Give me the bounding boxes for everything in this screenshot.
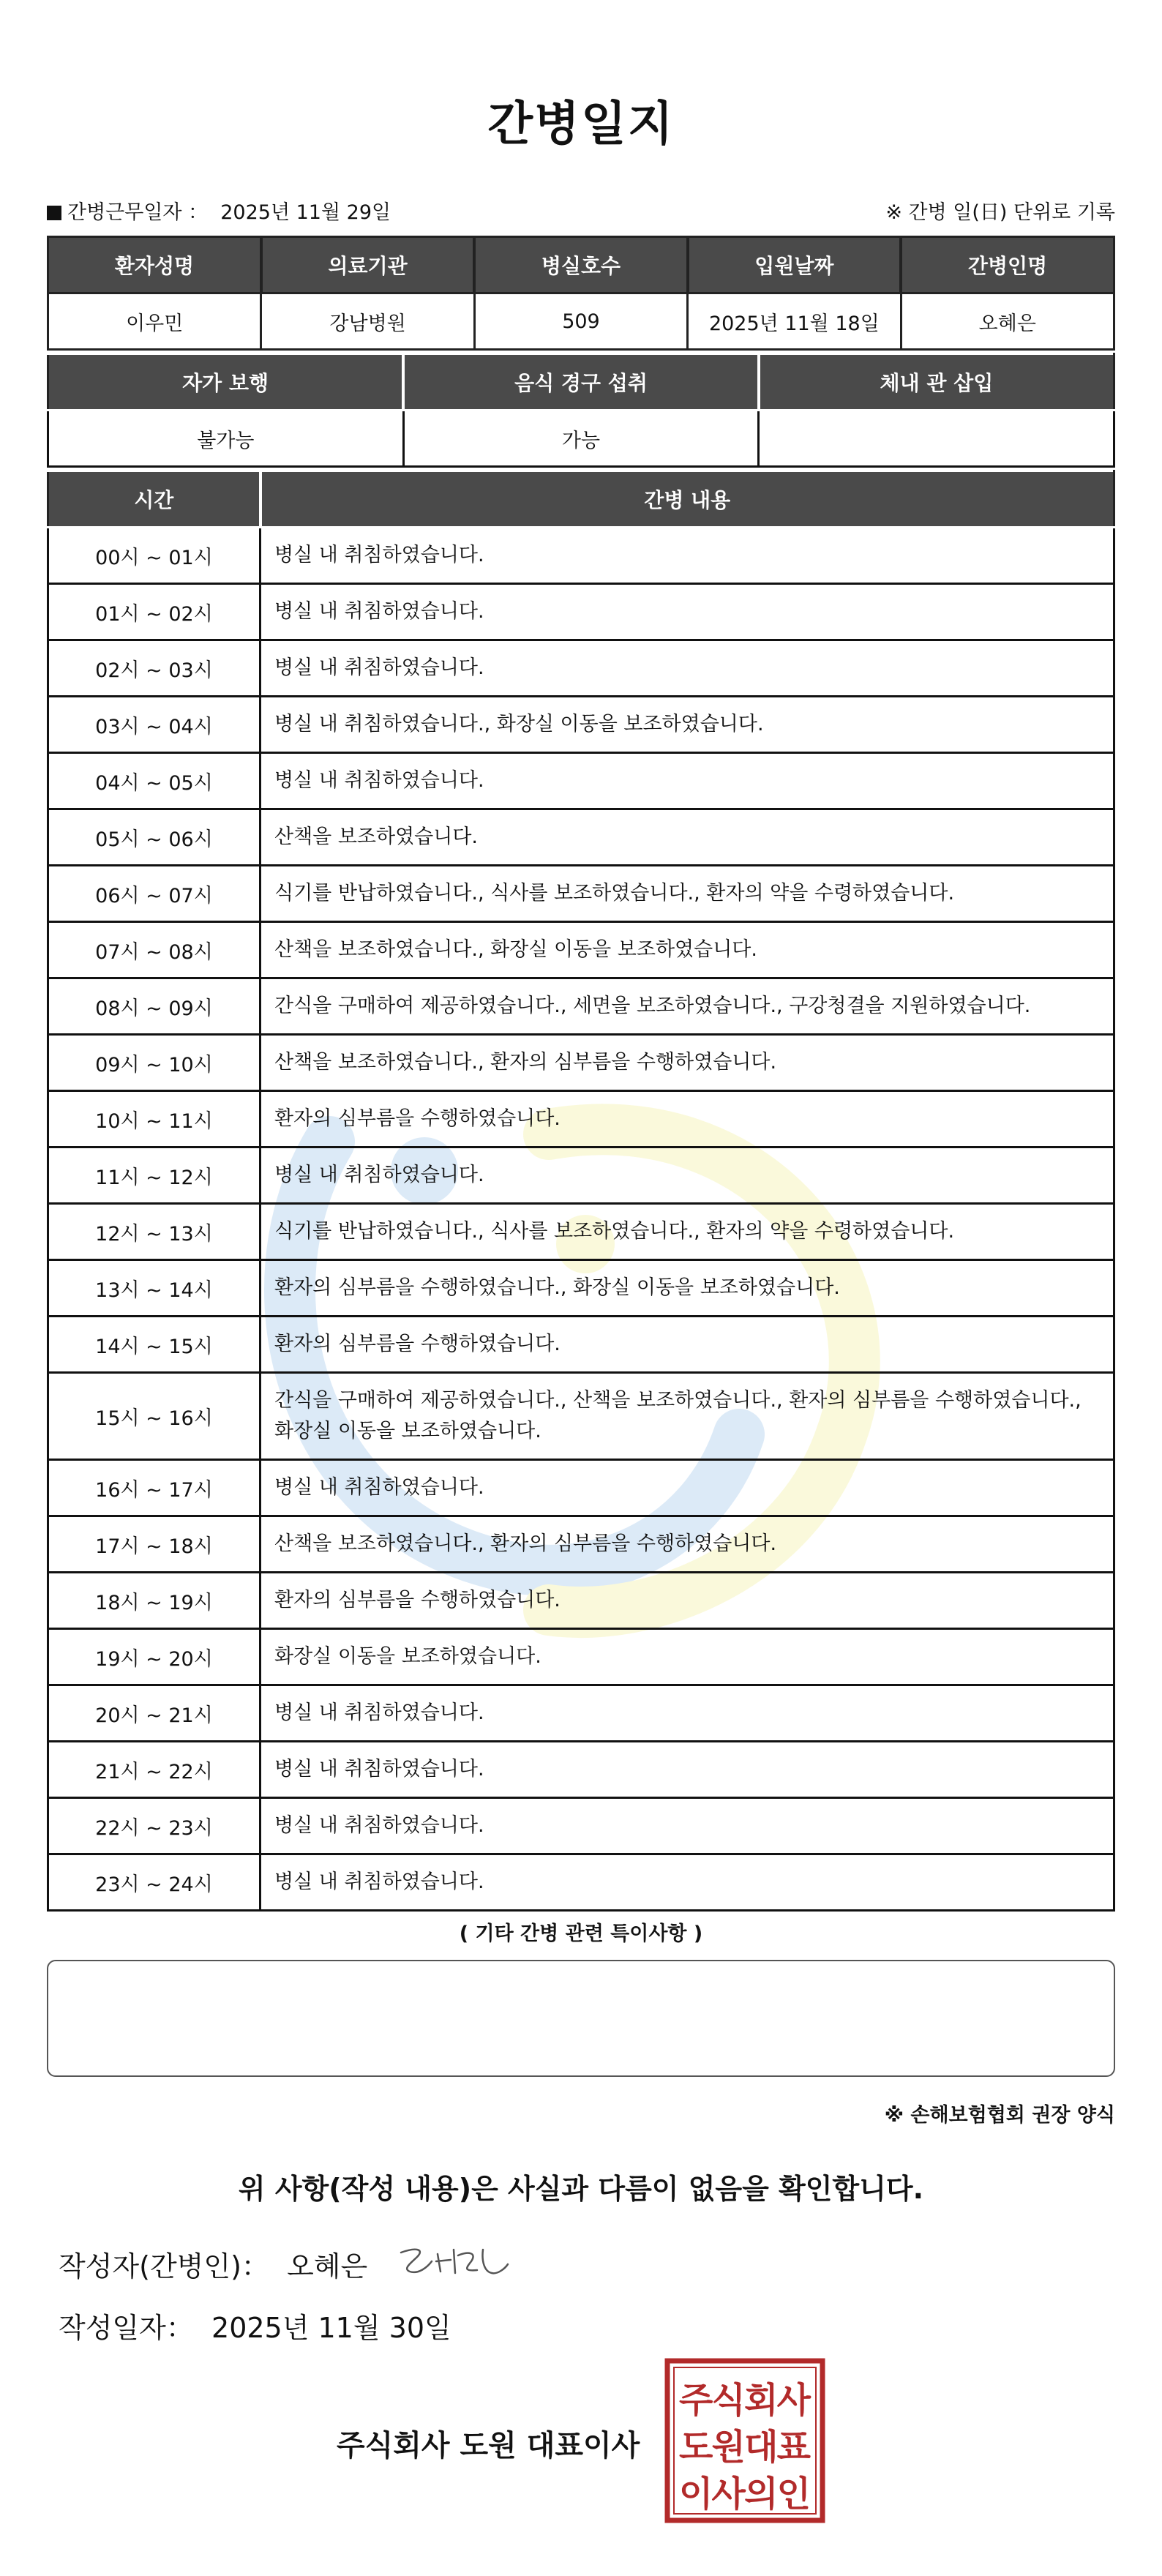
tube-insertion-value bbox=[759, 411, 1114, 467]
admission-date: 2025년 11월 18일 bbox=[688, 293, 901, 350]
table-row bbox=[48, 584, 1114, 640]
company-representative: 주식회사 도원 대표이사 bbox=[337, 2429, 640, 2463]
patient-info-table bbox=[47, 236, 1115, 351]
log-content: 병실 내 취침하였습니다. bbox=[260, 528, 1114, 584]
log-time: 22시 ~ 23시 bbox=[48, 1798, 260, 1854]
log-content: 산책을 보조하였습니다., 환자의 심부름을 수행하였습니다. bbox=[260, 1516, 1114, 1573]
document-title: 간병일지 bbox=[487, 97, 675, 151]
log-time: 05시 ~ 06시 bbox=[48, 809, 260, 866]
log-content: 병실 내 취침하였습니다. bbox=[260, 1685, 1114, 1742]
log-time: 03시 ~ 04시 bbox=[48, 697, 260, 753]
notes-box bbox=[47, 1960, 1115, 2077]
log-time: 21시 ~ 22시 bbox=[48, 1742, 260, 1798]
log-time: 07시 ~ 08시 bbox=[48, 922, 260, 978]
log-content: 병실 내 취침하였습니다. bbox=[260, 1460, 1114, 1516]
confirmation-statement: 위 사항(작성 내용)은 사실과 다름이 없음을 확인합니다. bbox=[238, 2173, 924, 2205]
table-row bbox=[48, 1460, 1114, 1516]
log-content: 병실 내 취침하였습니다. bbox=[260, 584, 1114, 640]
table-row bbox=[48, 1516, 1114, 1573]
table-row bbox=[48, 1854, 1114, 1911]
table-row bbox=[48, 1260, 1114, 1317]
work-date-label: 간병근무일자 ： bbox=[67, 201, 209, 224]
log-content: 병실 내 취침하였습니다. bbox=[260, 1798, 1114, 1854]
header-admission-date: 입원날짜 bbox=[688, 237, 901, 293]
header-caregiver: 간병인명 bbox=[901, 237, 1114, 293]
log-time: 20시 ~ 21시 bbox=[48, 1685, 260, 1742]
oral-intake-value: 가능 bbox=[403, 411, 759, 467]
log-time: 13시 ~ 14시 bbox=[48, 1260, 260, 1317]
log-content: 병실 내 취침하였습니다. bbox=[260, 1854, 1114, 1911]
log-content: 환자의 심부름을 수행하였습니다. bbox=[260, 1091, 1114, 1147]
table-row bbox=[48, 1147, 1114, 1204]
writer-label: 작성자(간병인)： bbox=[59, 2250, 269, 2283]
table-row bbox=[48, 866, 1114, 922]
log-content: 병실 내 취침하였습니다. bbox=[260, 753, 1114, 809]
header-hospital: 의료기관 bbox=[261, 237, 474, 293]
table-row bbox=[48, 528, 1114, 584]
log-time: 10시 ~ 11시 bbox=[48, 1091, 260, 1147]
work-date bbox=[47, 196, 391, 225]
header-self-walking: 자가 보행 bbox=[48, 354, 404, 411]
table-row bbox=[48, 1685, 1114, 1742]
log-content: 산책을 보조하였습니다., 환자의 심부름을 수행하였습니다. bbox=[260, 1035, 1114, 1091]
log-time: 11시 ~ 12시 bbox=[48, 1147, 260, 1204]
log-content: 환자의 심부름을 수행하였습니다. bbox=[260, 1573, 1114, 1629]
table-row bbox=[48, 1798, 1114, 1854]
table-row bbox=[48, 922, 1114, 978]
table-row bbox=[48, 978, 1114, 1035]
log-content: 병실 내 취침하였습니다. bbox=[260, 640, 1114, 697]
date-label: 작성일자： bbox=[59, 2312, 194, 2344]
svg-text:주식회사: 주식회사 bbox=[679, 2380, 811, 2421]
patient-status-table bbox=[47, 353, 1115, 468]
log-time: 04시 ~ 05시 bbox=[48, 753, 260, 809]
table-row bbox=[48, 1373, 1114, 1460]
log-time: 17시 ~ 18시 bbox=[48, 1516, 260, 1573]
work-date-value: 2025년 11월 29일 bbox=[220, 201, 391, 224]
log-time: 06시 ~ 07시 bbox=[48, 866, 260, 922]
log-content: 환자의 심부름을 수행하였습니다. bbox=[260, 1317, 1114, 1373]
date-value: 2025년 11월 30일 bbox=[211, 2312, 451, 2344]
log-content: 식기를 반납하였습니다., 식사를 보조하였습니다., 환자의 약을 수령하였습니다. bbox=[260, 866, 1114, 922]
header-patient-name: 환자성명 bbox=[48, 237, 261, 293]
caregiver-name: 오혜은 bbox=[901, 293, 1114, 350]
log-content: 병실 내 취침하였습니다., 화장실 이동을 보조하였습니다. bbox=[260, 697, 1114, 753]
table-row bbox=[48, 1573, 1114, 1629]
log-time: 15시 ~ 16시 bbox=[48, 1373, 260, 1460]
log-content: 병실 내 취침하였습니다. bbox=[260, 1147, 1114, 1204]
log-time: 14시 ~ 15시 bbox=[48, 1317, 260, 1373]
log-content: 산책을 보조하였습니다., 화장실 이동을 보조하였습니다. bbox=[260, 922, 1114, 978]
table-row bbox=[48, 1629, 1114, 1685]
record-unit-note: ※ 간병 일(日) 단위로 기록 bbox=[885, 201, 1115, 224]
table-row bbox=[48, 1204, 1114, 1260]
hospital: 강남병원 bbox=[261, 293, 474, 350]
log-time: 12시 ~ 13시 bbox=[48, 1204, 260, 1260]
care-log-body bbox=[48, 528, 1114, 1911]
self-walking-value: 불가능 bbox=[48, 411, 404, 467]
header-care-content: 간병 내용 bbox=[260, 471, 1114, 528]
table-row bbox=[48, 697, 1114, 753]
table-row bbox=[48, 1317, 1114, 1373]
notes-heading: ( 기타 간병 관련 특이사항 ) bbox=[459, 1922, 703, 1945]
patient-name: 이우민 bbox=[48, 293, 261, 350]
log-time: 19시 ~ 20시 bbox=[48, 1629, 260, 1685]
log-content: 간식을 구매하여 제공하였습니다., 세면을 보조하였습니다., 구강청결을 지원하였습니다. bbox=[260, 978, 1114, 1035]
table-row bbox=[48, 809, 1114, 866]
company-seal bbox=[664, 2358, 825, 2523]
log-content: 화장실 이동을 보조하였습니다. bbox=[260, 1629, 1114, 1685]
log-content: 산책을 보조하였습니다. bbox=[260, 809, 1114, 866]
handwritten-signature bbox=[395, 2239, 512, 2283]
room-number: 509 bbox=[474, 293, 687, 350]
table-row bbox=[48, 1742, 1114, 1798]
log-time: 00시 ~ 01시 bbox=[48, 528, 260, 584]
log-time: 08시 ~ 09시 bbox=[48, 978, 260, 1035]
log-content: 병실 내 취침하였습니다. bbox=[260, 1742, 1114, 1798]
log-content: 환자의 심부름을 수행하였습니다., 화장실 이동을 보조하였습니다. bbox=[260, 1260, 1114, 1317]
log-time: 16시 ~ 17시 bbox=[48, 1460, 260, 1516]
table-row bbox=[48, 1091, 1114, 1147]
log-time: 02시 ~ 03시 bbox=[48, 640, 260, 697]
header-oral-intake: 음식 경구 섭취 bbox=[403, 354, 759, 411]
table-row bbox=[48, 753, 1114, 809]
log-time: 23시 ~ 24시 bbox=[48, 1854, 260, 1911]
log-content: 간식을 구매하여 제공하였습니다., 산책을 보조하였습니다., 환자의 심부름을 수행하였습니다., 화장실 이동을 보조하였습니다. bbox=[260, 1373, 1114, 1460]
log-time: 09시 ~ 10시 bbox=[48, 1035, 260, 1091]
log-time: 01시 ~ 02시 bbox=[48, 584, 260, 640]
log-time: 18시 ~ 19시 bbox=[48, 1573, 260, 1629]
write-date bbox=[59, 2305, 451, 2345]
header-tube-insertion: 체내 관 삽입 bbox=[759, 354, 1114, 411]
writer-name: 오혜은 bbox=[287, 2250, 368, 2283]
writer-line bbox=[59, 2244, 367, 2284]
recommended-form-note: ※ 손해보험협회 권장 양식 bbox=[884, 2104, 1115, 2127]
square-bullet-icon bbox=[47, 206, 61, 220]
log-content: 식기를 반납하였습니다., 식사를 보조하였습니다., 환자의 약을 수령하였습니다. bbox=[260, 1204, 1114, 1260]
header-room: 병실호수 bbox=[474, 237, 687, 293]
table-row bbox=[48, 1035, 1114, 1091]
care-log-table bbox=[47, 470, 1115, 1912]
table-row bbox=[48, 640, 1114, 697]
svg-text:도원대표: 도원대표 bbox=[679, 2427, 811, 2468]
svg-text:이사의인: 이사의인 bbox=[679, 2474, 811, 2515]
header-time: 시간 bbox=[48, 471, 260, 528]
